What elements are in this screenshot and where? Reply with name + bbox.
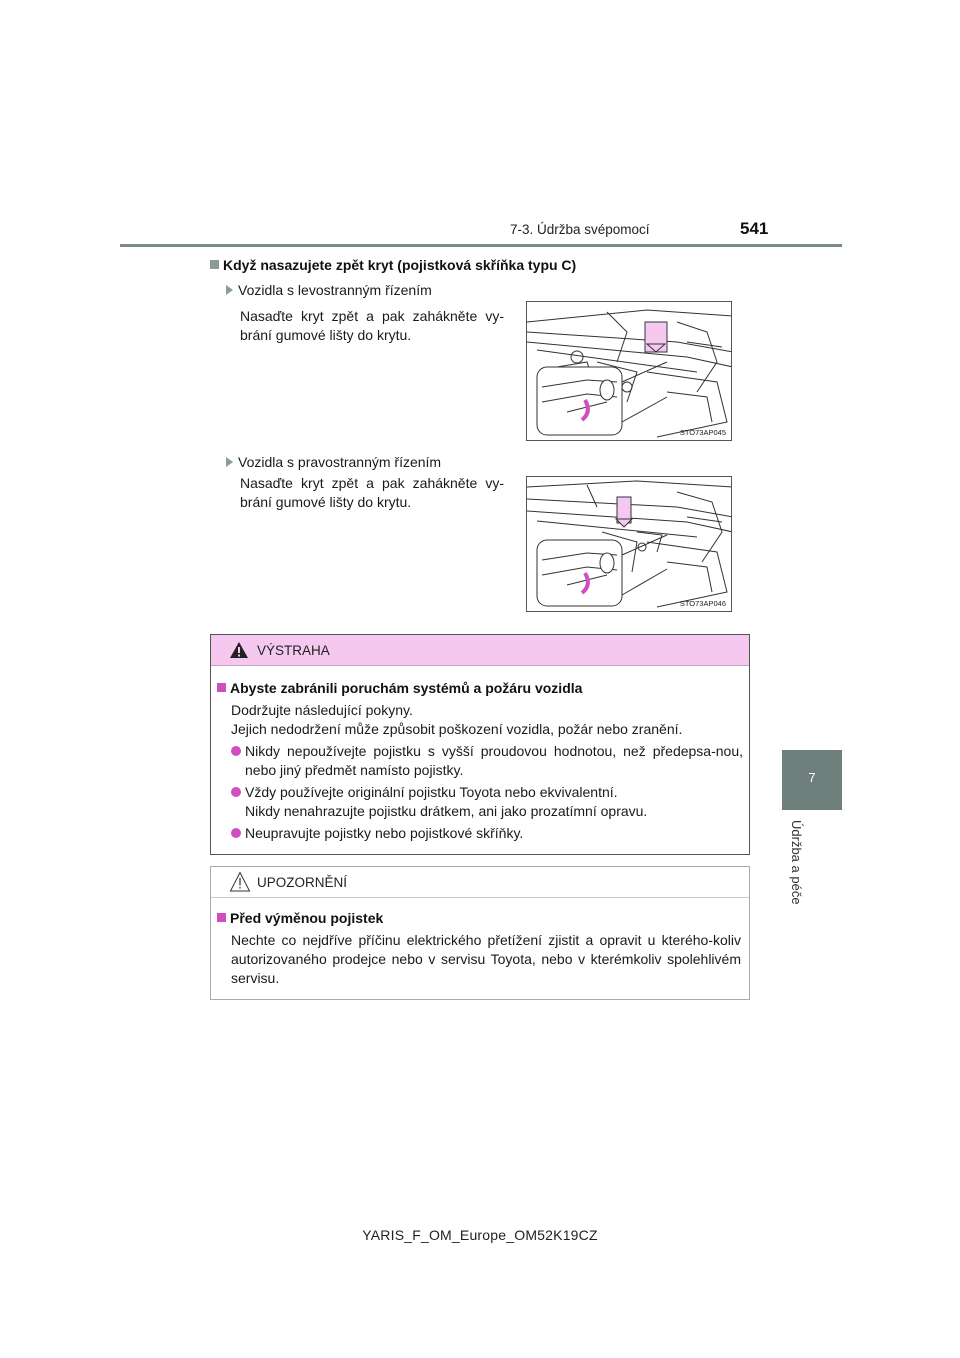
bullet-dot-icon: [231, 787, 241, 797]
notice-title: UPOZORNĚNÍ: [257, 875, 348, 890]
chapter-number: 7: [808, 770, 816, 785]
lhd-label: Vozidla s levostranným řízením: [226, 282, 432, 298]
square-bullet-icon: [217, 913, 226, 922]
document-code: YARIS_F_OM_Europe_OM52K19CZ: [362, 1227, 598, 1243]
section-title: 7-3. Údržba svépomocí: [510, 222, 650, 237]
figure-code: STO73AP045: [679, 428, 726, 437]
warning-bullet: Vždy používejte originální pojistku Toyota nebo ekvivalentní. Nikdy nenahrazujte pojistku drátkem, ani jako prozatímní opravu.: [245, 783, 743, 821]
warning-triangle-icon: [229, 641, 249, 659]
chapter-tab[interactable]: [782, 750, 842, 810]
rhd-label: Vozidla s pravostranným řízením: [226, 454, 441, 470]
notice-heading: Před výměnou pojistek: [217, 910, 383, 926]
notice-box: [210, 866, 750, 1000]
rhd-instruction: Nasaďte kryt zpět a pak zahákněte vy-brání gumové lišty do krytu.: [240, 475, 504, 510]
notice-text: Nechte co nejdříve příčinu elektrického přetížení zjistit a opravit u kterého-koliv autorizovaného prodejce nebo v servisu Toyota, nebo v kterémkoliv spolehlivém servisu.: [231, 932, 741, 986]
figure-rhd: [526, 476, 732, 612]
warning-bullet: Nikdy nepoužívejte pojistku s vyšší proudovou hodnotou, než předepsa-nou, nebo jiný předmět namísto pojistky.: [245, 742, 743, 780]
warning-header: [211, 635, 749, 666]
engine-bay-illustration: [527, 477, 732, 612]
square-bullet-icon: [217, 683, 226, 692]
warning-intro: Dodržujte následující pokyny. Jejich nedodržení může způsobit poškození vozidla, požár nebo zranění.: [231, 702, 683, 737]
page-number: 541: [740, 219, 769, 238]
triangle-bullet-icon: [226, 457, 233, 467]
figure-lhd: [526, 301, 732, 441]
caution-triangle-icon: [229, 871, 251, 893]
section-heading: Když nasazujete zpět kryt (pojistková skříňka typu C): [210, 257, 576, 273]
warning-box: [210, 634, 750, 855]
triangle-bullet-icon: [226, 285, 233, 295]
header-divider: [120, 244, 842, 247]
engine-bay-illustration: [527, 302, 732, 441]
chapter-label-text: Údržba a péče: [789, 820, 804, 905]
bullet-dot-icon: [231, 746, 241, 756]
square-bullet-icon: [210, 260, 219, 269]
warning-title: VÝSTRAHA: [257, 643, 330, 658]
chapter-label: [786, 820, 806, 920]
warning-bullet: Neupravujte pojistky nebo pojistkové skříňky.: [245, 824, 743, 843]
notice-header: [211, 867, 749, 898]
bullet-dot-icon: [231, 828, 241, 838]
figure-code: STO73AP046: [679, 599, 726, 608]
lhd-instruction: Nasaďte kryt zpět a pak zahákněte vy-brání gumové lišty do krytu.: [240, 308, 504, 343]
warning-heading: Abyste zabránili poruchám systémů a požáru vozidla: [217, 680, 582, 696]
